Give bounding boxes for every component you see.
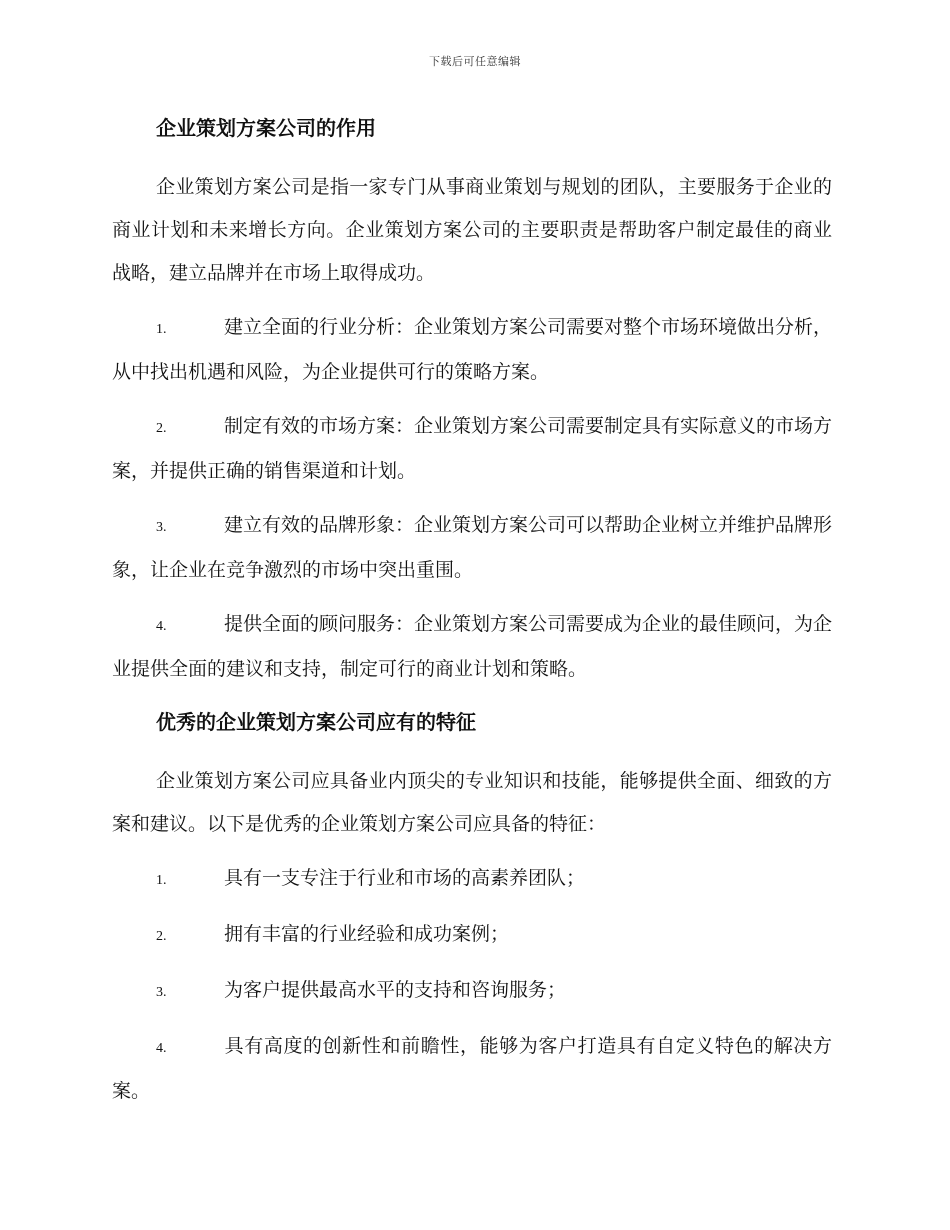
list-number: 2. bbox=[156, 421, 167, 436]
list-item-feature-2 bbox=[112, 913, 832, 958]
list-number: 4. bbox=[156, 1041, 167, 1056]
list-number: 3. bbox=[156, 520, 167, 535]
list-text: 拥有丰富的行业经验和成功案例； bbox=[224, 923, 510, 945]
list-text: 建立有效的品牌形象：企业策划方案公司可以帮助企业树立并维护品牌形象，让企业在竞争激烈的市场中突出重围。 bbox=[112, 514, 833, 581]
list-number: 1. bbox=[156, 873, 167, 888]
list-item-role-4 bbox=[112, 603, 832, 691]
list-number: 3. bbox=[156, 985, 167, 1000]
section-heading-features: 优秀的企业策划方案公司应有的特征 bbox=[156, 710, 476, 734]
list-item-role-2 bbox=[112, 405, 832, 493]
list-number: 1. bbox=[156, 322, 167, 337]
list-text: 制定有效的市场方案：企业策划方案公司需要制定具有实际意义的市场方案，并提供正确的销售渠道和计划。 bbox=[112, 415, 833, 482]
section-heading-role: 企业策划方案公司的作用 bbox=[156, 116, 376, 140]
list-text: 提供全面的顾问服务：企业策划方案公司需要成为企业的最佳顾问，为企业提供全面的建议和支持，制定可行的商业计划和策略。 bbox=[112, 613, 833, 680]
page-header: 下载后可任意编辑 bbox=[429, 55, 521, 68]
list-text: 具有一支专注于行业和市场的高素养团队； bbox=[224, 867, 586, 889]
section-intro-role: 企业策划方案公司是指一家专门从事商业策划与规划的团队，主要服务于企业的商业计划和未来增长方向。企业策划方案公司的主要职责是帮助客户制定最佳的商业战略，建立品牌并在市场上取得成功。 bbox=[112, 176, 832, 284]
list-item-role-1 bbox=[112, 306, 832, 394]
list-item-role-3 bbox=[112, 504, 832, 592]
list-item-feature-3 bbox=[112, 969, 832, 1014]
list-text: 建立全面的行业分析：企业策划方案公司需要对整个市场环境做出分析，从中找出机遇和风险，为企业提供可行的策略方案。 bbox=[112, 316, 833, 383]
list-text: 具有高度的创新性和前瞻性，能够为客户打造具有自定义特色的解决方案。 bbox=[112, 1035, 832, 1102]
section-intro-features: 企业策划方案公司应具备业内顶尖的专业知识和技能，能够提供全面、细致的方案和建议。以下是优秀的企业策划方案公司应具备的特征： bbox=[112, 770, 832, 835]
document-body bbox=[112, 108, 832, 1124]
list-number: 2. bbox=[156, 929, 167, 944]
list-item-feature-4 bbox=[112, 1025, 832, 1113]
list-item-feature-1 bbox=[112, 857, 832, 902]
list-number: 4. bbox=[156, 619, 167, 634]
list-text: 为客户提供最高水平的支持和咨询服务； bbox=[224, 979, 567, 1001]
